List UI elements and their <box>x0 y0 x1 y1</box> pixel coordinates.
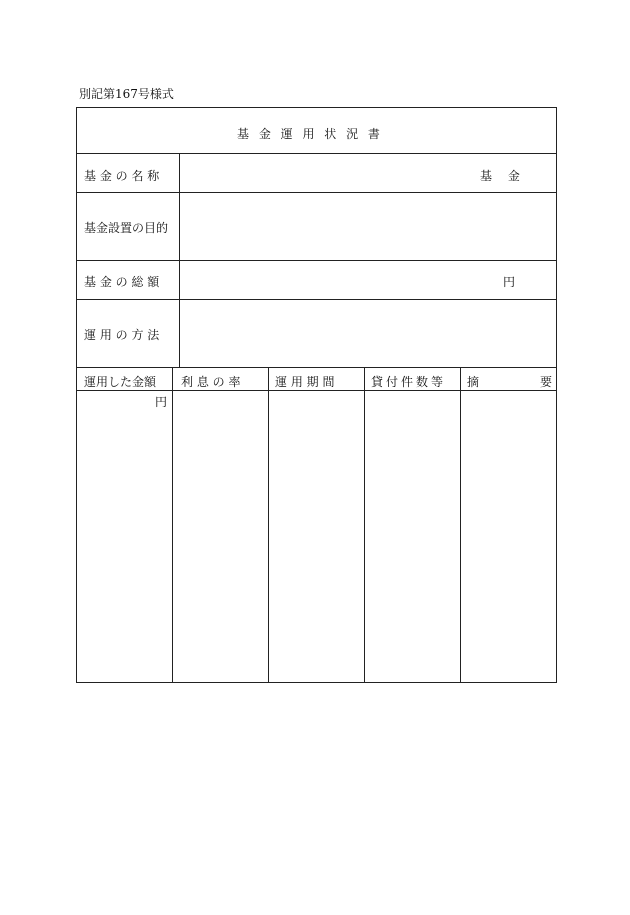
purpose-label: 基金設置の目的 <box>84 221 169 235</box>
header-period: 運 用 期 間 <box>275 375 335 389</box>
amount-unit: 円 <box>155 395 168 409</box>
header-interest-rate: 利 息 の 率 <box>181 375 241 389</box>
loan-count-cell[interactable] <box>365 391 460 683</box>
period-cell[interactable] <box>269 391 364 683</box>
fund-status-form <box>76 107 557 683</box>
divider <box>77 153 556 154</box>
fund-name-label: 基 金 の 名 称 <box>84 169 160 183</box>
form-number: 別記第167号様式 <box>79 87 174 101</box>
fund-name-field[interactable]: 基 金 <box>480 169 526 183</box>
purpose-field[interactable] <box>180 193 556 260</box>
divider <box>77 367 556 368</box>
header-summary-second: 要 <box>540 375 553 389</box>
header-amount: 運用した金額 <box>84 375 157 389</box>
divider <box>77 260 556 261</box>
amount-cell[interactable] <box>77 391 172 683</box>
interest-rate-cell[interactable] <box>173 391 268 683</box>
method-field[interactable] <box>180 300 556 367</box>
total-label: 基 金 の 総 額 <box>84 275 160 289</box>
total-field[interactable]: 円 <box>503 275 516 289</box>
form-title: 基 金 運 用 状 況 書 <box>237 127 383 141</box>
header-summary-first: 摘 <box>467 375 480 389</box>
header-loan-count: 貸付件数等 <box>371 375 447 389</box>
method-label: 運 用 の 方 法 <box>84 328 160 342</box>
summary-cell[interactable] <box>461 391 556 683</box>
